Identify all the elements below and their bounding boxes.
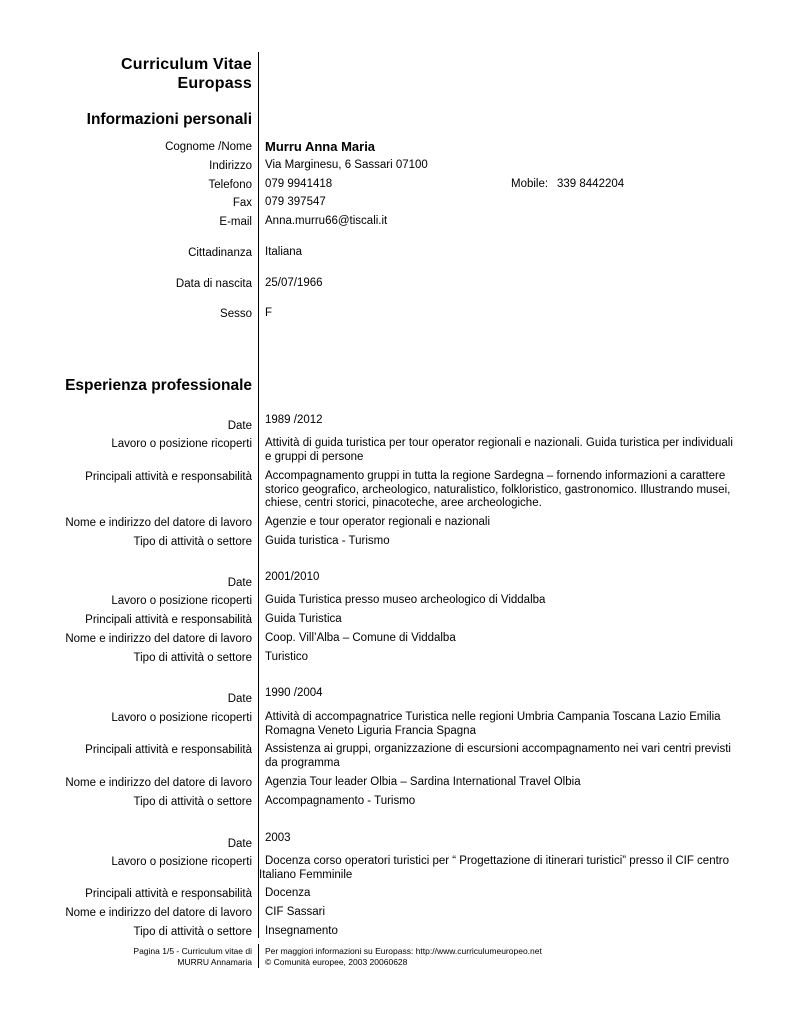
job-position: Docenza corso operatori turistici per “ Progettazione di itinerari turistici” presso il CIF centro Italiano Femminile [259,855,730,881]
mobile-value: 339 8442204 [557,178,625,190]
job-date: 2003 [265,832,291,844]
job-employer: Coop. Vill’Alba – Comune di Viddalba [265,632,456,644]
phone-label: Telefono [208,179,252,191]
job-sector: Accompagnamento - Turismo [265,795,416,807]
job-activities: Docenza [265,887,311,899]
job-position: Guida Turistica presso museo archeologico di Viddalba [265,594,546,606]
address-value: Via Marginesu, 6 Sassari 07100 [265,159,428,171]
birthdate-label: Data di nascita [175,278,252,290]
job-employer: Agenzia Tour leader Olbia – Sardina International Travel Olbia [265,776,581,788]
phone-value: 079 9941418 [265,178,333,190]
position-label: Lavoro o posizione ricoperti [111,595,252,607]
footer-page-line2: MURRU Annamaria [177,956,252,967]
date-label: Date [227,693,252,705]
sector-label: Tipo di attività o settore [133,926,252,938]
employer-label: Nome e indirizzo del datore di lavoro [65,777,252,789]
sector-label: Tipo di attività o settore [133,652,252,664]
column-divider [258,52,259,938]
address-label: Indirizzo [209,160,252,172]
job-position: Attività di accompagnatrice Turistica nelle regioni Umbria Campania Toscana Lazio Emilia Romagna Veneto Liguria Francia Spagna [265,711,721,737]
sector-label: Tipo di attività o settore [133,796,252,808]
footer-page-info [133,946,252,967]
footer-info-line2: © Comunità europee, 2003 20060628 [265,956,408,967]
sex-value: F [265,307,273,319]
activities-label: Principali attività e responsabilità [85,744,252,756]
section-heading-personal: Informazioni personali [86,111,252,128]
fax-value: 079 397547 [265,196,326,208]
footer-info-line1: Per maggiori informazioni su Europass: http://www.curriculumeuropeo.net [265,946,542,956]
date-label: Date [227,420,252,432]
name-label: Cognome /Nome [165,141,252,153]
job-date: 1989 /2012 [265,414,323,426]
citizenship-value: Italiana [265,246,303,258]
employer-label: Nome e indirizzo del datore di lavoro [65,517,252,529]
activities-label: Principali attività e responsabilità [85,614,252,626]
cv-title [121,55,252,93]
employer-label: Nome e indirizzo del datore di lavoro [65,907,252,919]
sector-label: Tipo di attività o settore [133,536,252,548]
activities-label: Principali attività e responsabilità [85,888,252,900]
cv-title-line2: Europass [177,75,252,92]
sex-label: Sesso [220,308,252,320]
fax-label: Fax [232,197,252,209]
footer-page-line1: Pagina 1/5 - Curriculum vitae di [133,946,252,956]
citizenship-label: Cittadinanza [188,247,252,259]
date-label: Date [227,577,252,589]
job-position: Attività di guida turistica per tour operator regionali e nazionali. Guida turistica per individuali e gruppi di persone [265,437,733,463]
job-activities: Assistenza ai gruppi, organizzazione di escursioni accompagnamento nei vari centri previsti da programma [265,743,731,769]
position-label: Lavoro o posizione ricoperti [111,438,252,450]
cv-title-line1: Curriculum Vitae [121,56,252,73]
name-value: Murru Anna Maria [265,139,376,154]
date-label: Date [227,838,252,850]
job-employer: CIF Sassari [265,906,326,918]
job-activities: Guida Turistica [265,613,342,625]
mobile-label: Mobile: [511,178,549,190]
job-activities: Accompagnamento gruppi in tutta la regione Sardegna – fornendo informazioni a carattere storico geografico, archeologico, naturalistico, folkloristico, gastronomico. Illustrando musei, chiese, centri storici, pinacoteche, aree archeologiche. [265,470,731,509]
job-sector: Insegnamento [265,925,338,937]
position-label: Lavoro o posizione ricoperti [111,856,252,868]
job-sector: Guida turistica - Turismo [265,535,390,547]
section-heading-experience: Esperienza professionale [65,377,252,394]
footer-europass-info [265,946,542,967]
birthdate-value: 25/07/1966 [265,277,323,289]
job-employer: Agenzie e tour operator regionali e nazionali [265,516,491,528]
position-label: Lavoro o posizione ricoperti [111,712,252,724]
employer-label: Nome e indirizzo del datore di lavoro [65,633,252,645]
footer-divider [258,944,259,968]
email-label: E-mail [219,216,252,228]
job-sector: Turistico [265,651,309,663]
job-date: 2001/2010 [265,571,320,583]
email-value: Anna.murru66@tiscali.it [265,215,388,227]
job-date: 1990 /2004 [265,687,323,699]
activities-label: Principali attività e responsabilità [85,471,252,483]
